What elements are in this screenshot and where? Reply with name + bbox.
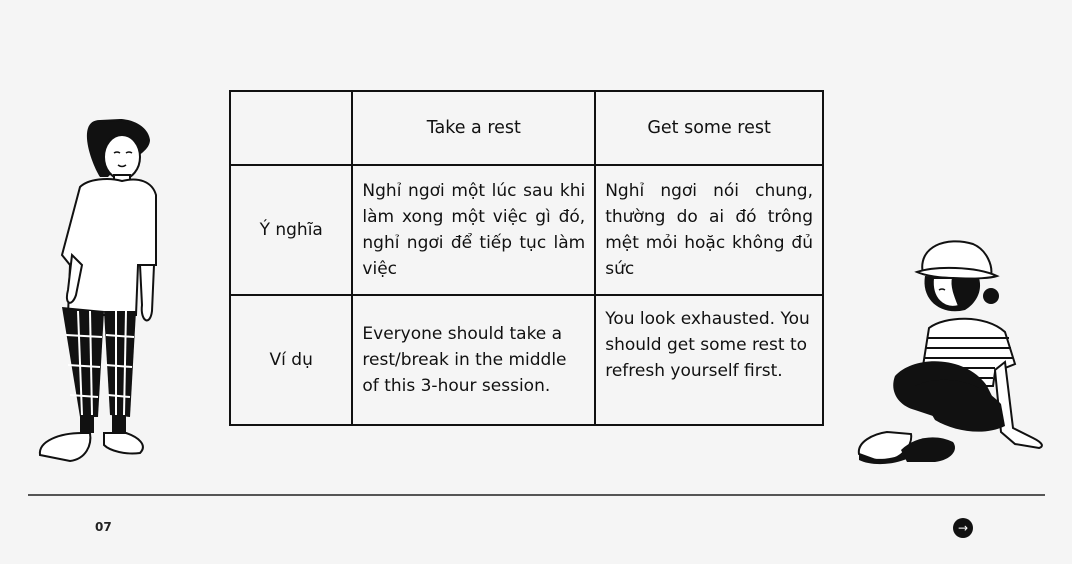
table-header-row (230, 91, 823, 165)
arrow-right-icon: → (957, 521, 969, 535)
example-take-a-rest: Everyone should take a rest/break in the middle of this 3-hour session. (352, 295, 595, 425)
example-get-some-rest: You look exhausted. You should get some rest to refresh yourself first. (595, 295, 823, 425)
table-row (230, 165, 823, 295)
comparison-table (229, 90, 824, 426)
footer-divider (28, 494, 1045, 496)
page-number: 07 (95, 520, 112, 534)
table-row (230, 295, 823, 425)
table-header-get-some-rest: Get some rest (595, 91, 823, 165)
next-slide-button[interactable] (953, 518, 973, 538)
sitting-person-illustration (855, 236, 1047, 468)
meaning-take-a-rest: Nghỉ ngơi một lúc sau khi làm xong một việc gì đó, nghỉ ngơi để tiếp tục làm việc (352, 165, 595, 295)
meaning-get-some-rest: Nghỉ ngơi nói chung, thường do ai đó trông mệt mỏi hoặc không đủ sức (595, 165, 823, 295)
row-label-example: Ví dụ (230, 295, 352, 425)
table-header-empty (230, 91, 352, 165)
table-header-take-a-rest: Take a rest (352, 91, 595, 165)
standing-person-illustration (30, 115, 165, 470)
row-label-meaning: Ý nghĩa (230, 165, 352, 295)
